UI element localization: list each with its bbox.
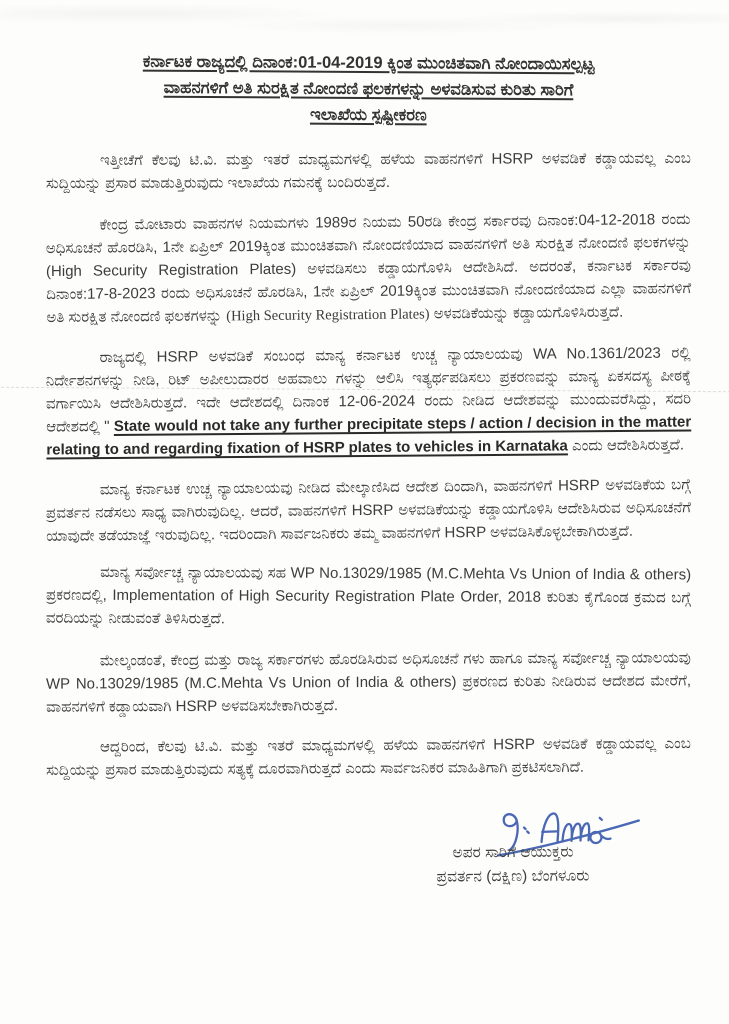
text-segment: ಇತ್ತೀಚೆಗೆ ಕೆಲವು ಟಿ.ವಿ. ಮತ್ತು ಇತರೆ ಮಾಧ್ಯಮಗಳಲ್ಲಿ ಹಳೆಯ ವಾಹನಗಳಿಗೆ HSRP ಅಳವಡಿಕೆ ಕಡ್ಡಾಯವಲ್ಲ ಎಂಬ ಸುದ್ದಿಯನ್ನು ಪ್ರಸಾರ ಮಾಡುತ್ತಿರುವುದು ಇಲಾಖೆಯ ಗಮನಕ್ಕೆ ಬಂದಿರುತ್ತದೆ.	[46, 149, 691, 193]
scan-ghosting-artifact	[0, 0, 729, 46]
paragraph	[46, 473, 692, 548]
text-segment: ಆದ್ದರಿಂದ, ಕೆಲವು ಟಿ.ವಿ. ಮತ್ತು ಇತರೆ ಮಾಧ್ಯಮಗಳಲ್ಲಿ ಹಳೆಯ ವಾಹನಗಳಿಗೆ HSRP ಅಳವಡಿಕೆ ಕಡ್ಡಾಯವಲ್ಲ ಎಂಬ ಸುದ್ದಿಯನ್ನು ಪ್ರಸಾರ ಮಾಡುತ್ತಿರುವುದು ಸತ್ಯಕ್ಕೆ ದೂರವಾಗಿರುತ್ತದೆ ಎಂದು ಸಾರ್ವಜನಿಕರ ಮಾಹಿತಿಗಾಗಿ ಪ್ರಕಟಿಸಲಾಗಿದೆ.	[46, 735, 691, 779]
text-segment: ರಾಜ್ಯದಲ್ಲಿ HSRP ಅಳವಡಿಕೆ ಸಂಬಂಧ ಮಾನ್ಯ ಕರ್ನಾಟಕ ಉಚ್ಚ ನ್ಯಾಯಾಲಯವು WA No.1361/2023 ರಲ್ಲಿ ನಿರ್ದೇಶನಗಳನ್ನು ನೀಡಿ, ರಿಟ್ ಅಪೀಲುದಾರರ ಅಹವಾಲು ಗಳನ್ನು ಆಲಿಸಿ ಇತ್ಯರ್ಥಪಡಿಸಲು ಪ್ರಕರಣವನ್ನು ಮಾನ್ಯ ಏಕಸದಸ್ಯ ಪೀಠಕ್ಕೆ ವರ್ಗಾಯಿಸಿ ಆದೇಶಿಸಿರುತ್ತದೆ. ಇದೇ ಆದೇಶದಲ್ಲಿ ದಿನಾಂಕ 12-06-2024 ರಂದು ನೀಡಿದ ಆದೇಶವನ್ನು ಮುಂದುವರೆಸಿದ್ದು, ಸದರಿ ಆದೇಶದಲ್ಲಿ "	[45, 344, 692, 436]
text-segment: State would not take any further precipitate steps / action / decision in the matter relating to and regarding fixation of HSRP plates to vehicles in Karnataka	[46, 413, 692, 459]
title-line-3: ಇಲಾಖೆಯ ಸ್ಪಷ್ಟೀಕರಣ	[309, 105, 427, 125]
paragraph	[45, 208, 691, 330]
paragraph	[46, 646, 691, 718]
text-segment: ಕೇಂದ್ರ ಮೋಟಾರು ವಾಹನಗಳ ನಿಯಮಗಳು 1989ರ ನಿಯಮ 50ರಡಿ ಕೇಂದ್ರ ಸರ್ಕಾರವು ದಿನಾಂಕ:04-12-2018 ರಂದು ಅಧಿಸೂಚನೆ ಹೊರಡಿಸಿ, 1ನೇ ಏಪ್ರಿಲ್ 2019ಕ್ಕಿಂತ ಮುಂಚಿತವಾಗಿ ನೋಂದಣಿಯಾದ ವಾಹನಗಳಿಗೆ ಅತಿ ಸುರಕ್ಷಿತ ನೋಂದಣಿ ಫಲಕಗಳನ್ನು (High Security Registration Plates) ಅಳವಡಿಸಲು ಕಡ್ಡಾಯಗೊಳಿಸಿ ಆದೇಶಿಸಿದೆ. ಅದರಂತೆ, ಕರ್ನಾಟಕ ಸರ್ಕಾರವು ದಿನಾಂಕ:17-8-2023 ರಂದು ಅಧಿಸೂಚನೆ ಹೊರಡಿಸಿ, 1ನೇ ಏಪ್ರಿಲ್ 2019ಕ್ಕಿಂತ ಮುಂಚಿತವಾಗಿ ನೋಂದಣಿಯಾದ ಎಲ್ಲಾ ವಾಹನಗಳಿಗೆ ಅತಿ ಸುರಕ್ಷಿತ ನೋಂದಣಿ ಫಲಕಗಳನ್ನು	[45, 210, 692, 327]
title-line-2: ವಾಹನಗಳಿಗೆ ಅತಿ ಸುರಕ್ಷಿತ ನೋಂದಣಿ ಫಲಕಗಳನ್ನು ಅಳವಡಿಸುವ ಕುರಿತು ಸಾರಿಗೆ	[163, 78, 574, 100]
text-segment: ಅಳವಡಿಕೆಯನ್ನು ಕಡ್ಡಾಯಗೊಳಿಸಿರುತ್ತದೆ.	[429, 303, 624, 323]
paragraph	[46, 732, 691, 782]
signature-block	[363, 797, 663, 889]
text-segment: ಮಾನ್ಯ ಸರ್ವೋಚ್ಚ ನ್ಯಾಯಾಲಯವು ಸಹ WP No.13029/1985 (M.C.Mehta Vs Union of India & others) ಪ್ರಕರಣದಲ್ಲಿ, Implementation of High Security Registration Plate Order, 2018 ಕುರಿತು ಕೈಗೊಂಡ ಕ್ರಮದ ಬಗ್ಗೆ ವರದಿಯನ್ನು ನೀಡುವಂತೆ ತಿಳಿಸಿರುತ್ತದೆ.	[45, 563, 692, 628]
paragraphs	[46, 148, 691, 780]
text-segment: ಎಂದು ಆದೇಶಿಸಿರುತ್ತದೆ.	[567, 436, 685, 455]
text-segment: ಮಾನ್ಯ ಕರ್ನಾಟಕ ಉಚ್ಚ ನ್ಯಾಯಾಲಯವು ನೀಡಿದ ಮೇಲ್ಕಾಣಿಸಿದ ಆದೇಶ ದಿಂದಾಗಿ, ವಾಹನಗಳಿಗೆ HSRP ಅಳವಡಿಕೆಯ ಬಗ್ಗೆ ಪ್ರವರ್ತನ ನಡೆಸಲು ಸಾಧ್ಯ ವಾಗಿರುವುದಿಲ್ಲ. ಆದರೆ, ವಾಹನಗಳಿಗೆ HSRP ಅಳವಡಿಕೆಯನ್ನು ಕಡ್ಡಾಯಗೊಳಿಸಿ ಆದೇಶಿಸಿರುವ ಅಧಿಸೂಚನೆಗೆ ಯಾವುದೇ ತಡೆಯಾಜ್ಞೆ ಇರುವುದಿಲ್ಲ. ಇದರಿಂದಾಗಿ ಸಾರ್ವಜನಿಕರು ತಮ್ಮ ವಾಹನಗಳಿಗೆ HSRP ಅಳವಡಿಸಿಕೊಳ್ಳಬೇಕಾಗಿರುತ್ತದೆ.	[45, 476, 692, 545]
paragraph	[46, 147, 691, 195]
paragraph	[46, 341, 692, 461]
text-segment: ಮೇಲ್ಕಂಡಂತೆ, ಕೇಂದ್ರ ಮತ್ತು ರಾಜ್ಯ ಸರ್ಕಾರಗಳು ಹೊರಡಿಸಿರುವ ಅಧಿಸೂಚನೆ ಗಳು ಹಾಗೂ ಮಾನ್ಯ ಸರ್ವೋಚ್ಚ ನ್ಯಾಯಾಲಯವು WP No.13029/1985 (M.C.Mehta Vs Union of India & others) ಪ್ರಕರಣದ ಕುರಿತು ನೀಡಿರುವ ಆದೇಶದ ಮೇರೆಗೆ, ವಾಹನಗಳಿಗೆ ಕಡ್ಡಾಯವಾಗಿ HSRP ಅಳವಡಿಸಬೇಕಾಗಿರುತ್ತದೆ.	[45, 649, 692, 716]
title-line-1: ಕರ್ನಾಟಕ ರಾಜ್ಯದಲ್ಲಿ ದಿನಾಂಕ:01-04-2019 ಕ್ಕಿಂತ ಮುಂಚಿತವಾಗಿ ನೋಂದಾಯಿಸಲ್ಪಟ್ಟ	[142, 52, 595, 74]
document-content	[46, 50, 691, 889]
document-title	[46, 48, 691, 130]
signatory-designation: ಅಪರ ಸಾರಿಗೆ ಆಯುಕ್ತರು	[452, 843, 574, 862]
signatory-office: ಪ್ರವರ್ತನ (ದಕ್ಷಿಣ) ಬೆಂಗಳೂರು	[436, 867, 590, 886]
paragraph	[46, 561, 691, 633]
text-segment: (High Security Registration Plates)	[226, 306, 430, 325]
